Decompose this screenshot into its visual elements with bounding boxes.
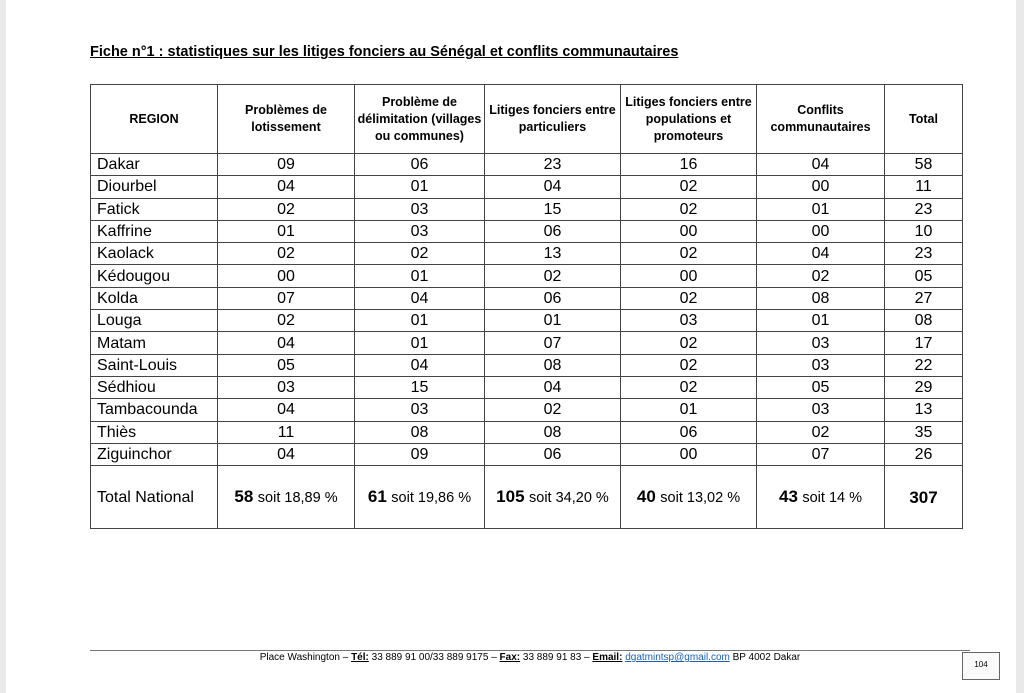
value-cell: 26 bbox=[885, 443, 963, 465]
value-cell: 08 bbox=[485, 421, 621, 443]
total-cell bbox=[621, 466, 757, 529]
value-cell: 06 bbox=[485, 443, 621, 465]
value-cell: 08 bbox=[485, 354, 621, 376]
region-cell: Diourbel bbox=[91, 176, 218, 198]
value-cell: 04 bbox=[218, 176, 355, 198]
total-cell bbox=[355, 466, 485, 529]
total-percent: soit 19,86 % bbox=[391, 489, 472, 506]
value-cell: 02 bbox=[757, 421, 885, 443]
value-cell: 03 bbox=[757, 332, 885, 354]
value-cell: 00 bbox=[218, 265, 355, 287]
value-cell: 11 bbox=[218, 421, 355, 443]
value-cell: 00 bbox=[757, 176, 885, 198]
value-cell: 29 bbox=[885, 376, 963, 398]
value-cell: 01 bbox=[485, 310, 621, 332]
value-cell: 02 bbox=[621, 354, 757, 376]
region-cell: Sédhiou bbox=[91, 376, 218, 398]
footer-tel: 33 889 91 00/33 889 9175 – bbox=[368, 652, 500, 663]
region-cell: Matam bbox=[91, 332, 218, 354]
value-cell: 04 bbox=[757, 243, 885, 265]
value-cell: 13 bbox=[485, 243, 621, 265]
value-cell: 02 bbox=[485, 399, 621, 421]
value-cell: 23 bbox=[885, 243, 963, 265]
region-cell: Kolda bbox=[91, 287, 218, 309]
region-cell: Louga bbox=[91, 310, 218, 332]
value-cell: 00 bbox=[757, 220, 885, 242]
value-cell: 01 bbox=[757, 198, 885, 220]
header-region: REGION bbox=[91, 85, 218, 154]
region-cell: Kaffrine bbox=[91, 220, 218, 242]
value-cell: 01 bbox=[757, 310, 885, 332]
value-cell: 03 bbox=[218, 376, 355, 398]
value-cell: 05 bbox=[885, 265, 963, 287]
header-promoteurs: Litiges fonciers entre populations et promoteurs bbox=[621, 85, 757, 154]
value-cell: 06 bbox=[355, 154, 485, 176]
value-cell: 02 bbox=[621, 243, 757, 265]
footer-address: Place Washington – bbox=[259, 652, 352, 663]
header-total: Total bbox=[885, 85, 963, 154]
total-cell bbox=[485, 466, 621, 529]
value-cell: 01 bbox=[355, 332, 485, 354]
value-cell: 02 bbox=[621, 176, 757, 198]
value-cell: 04 bbox=[757, 154, 885, 176]
table-row bbox=[91, 198, 963, 220]
value-cell: 01 bbox=[355, 310, 485, 332]
footer-tel-label: Tél: bbox=[351, 652, 369, 663]
table-row bbox=[91, 265, 963, 287]
value-cell: 01 bbox=[355, 265, 485, 287]
total-cell bbox=[757, 466, 885, 529]
total-percent: soit 18,89 % bbox=[257, 489, 338, 506]
table-row bbox=[91, 154, 963, 176]
value-cell: 03 bbox=[355, 399, 485, 421]
table-header-row bbox=[91, 85, 963, 154]
value-cell: 09 bbox=[355, 443, 485, 465]
table-body bbox=[91, 154, 963, 466]
header-lotissement: Problèmes de lotissement bbox=[218, 85, 355, 154]
value-cell: 00 bbox=[621, 443, 757, 465]
value-cell: 04 bbox=[485, 176, 621, 198]
table-row bbox=[91, 332, 963, 354]
value-cell: 06 bbox=[485, 287, 621, 309]
value-cell: 16 bbox=[621, 154, 757, 176]
value-cell: 08 bbox=[355, 421, 485, 443]
value-cell: 01 bbox=[218, 220, 355, 242]
document-title: Fiche n°1 : statistiques sur les litiges fonciers au Sénégal et conflits communautaires bbox=[90, 44, 679, 60]
table-row bbox=[91, 287, 963, 309]
value-cell: 04 bbox=[355, 287, 485, 309]
value-cell: 11 bbox=[885, 176, 963, 198]
value-cell: 03 bbox=[621, 310, 757, 332]
page-number: 104 bbox=[962, 652, 1000, 680]
value-cell: 08 bbox=[885, 310, 963, 332]
footer-email-label: Email: bbox=[592, 652, 623, 663]
value-cell: 02 bbox=[218, 243, 355, 265]
region-cell: Fatick bbox=[91, 198, 218, 220]
value-cell: 02 bbox=[218, 310, 355, 332]
value-cell: 17 bbox=[885, 332, 963, 354]
value-cell: 02 bbox=[621, 198, 757, 220]
value-cell: 10 bbox=[885, 220, 963, 242]
value-cell: 23 bbox=[885, 198, 963, 220]
total-cell bbox=[218, 466, 355, 529]
value-cell: 02 bbox=[621, 332, 757, 354]
value-cell: 06 bbox=[621, 421, 757, 443]
total-national-row bbox=[91, 466, 963, 529]
value-cell: 03 bbox=[757, 354, 885, 376]
value-cell: 03 bbox=[355, 198, 485, 220]
value-cell: 02 bbox=[757, 265, 885, 287]
document-page bbox=[6, 0, 1016, 693]
table-row bbox=[91, 243, 963, 265]
litiges-table bbox=[90, 84, 963, 529]
value-cell: 05 bbox=[218, 354, 355, 376]
value-cell: 04 bbox=[485, 376, 621, 398]
table-row bbox=[91, 310, 963, 332]
value-cell: 09 bbox=[218, 154, 355, 176]
value-cell: 07 bbox=[757, 443, 885, 465]
value-cell: 02 bbox=[218, 198, 355, 220]
value-cell: 02 bbox=[355, 243, 485, 265]
value-cell: 08 bbox=[757, 287, 885, 309]
region-cell: Ziguinchor bbox=[91, 443, 218, 465]
region-cell: Saint-Louis bbox=[91, 354, 218, 376]
header-delimitation: Problème de délimitation (villages ou communes) bbox=[355, 85, 485, 154]
value-cell: 35 bbox=[885, 421, 963, 443]
total-value: 105 bbox=[496, 486, 525, 506]
region-cell: Tambacounda bbox=[91, 399, 218, 421]
value-cell: 04 bbox=[218, 443, 355, 465]
region-cell: Dakar bbox=[91, 154, 218, 176]
value-cell: 07 bbox=[218, 287, 355, 309]
value-cell: 22 bbox=[885, 354, 963, 376]
value-cell: 03 bbox=[355, 220, 485, 242]
footer-fax-label: Fax: bbox=[499, 652, 521, 663]
value-cell: 58 bbox=[885, 154, 963, 176]
value-cell: 06 bbox=[485, 220, 621, 242]
header-conflits: Conflits communautaires bbox=[757, 85, 885, 154]
value-cell: 27 bbox=[885, 287, 963, 309]
region-cell: Kaolack bbox=[91, 243, 218, 265]
table-row bbox=[91, 176, 963, 198]
value-cell: 07 bbox=[485, 332, 621, 354]
value-cell: 04 bbox=[355, 354, 485, 376]
value-cell: 02 bbox=[485, 265, 621, 287]
value-cell: 03 bbox=[757, 399, 885, 421]
value-cell: 04 bbox=[218, 332, 355, 354]
value-cell: 01 bbox=[621, 399, 757, 421]
value-cell: 02 bbox=[621, 287, 757, 309]
total-value: 40 bbox=[636, 486, 656, 506]
value-cell: 00 bbox=[621, 220, 757, 242]
total-percent: soit 13,02 % bbox=[660, 489, 741, 506]
footer-divider bbox=[90, 650, 970, 651]
region-cell: Thiès bbox=[91, 421, 218, 443]
value-cell: 02 bbox=[621, 376, 757, 398]
total-value: 58 bbox=[234, 486, 254, 506]
total-percent: soit 34,20 % bbox=[529, 489, 609, 506]
value-cell: 01 bbox=[355, 176, 485, 198]
header-particuliers: Litiges fonciers entre particuliers bbox=[485, 85, 621, 154]
value-cell: 05 bbox=[757, 376, 885, 398]
value-cell: 04 bbox=[218, 399, 355, 421]
footer-bp: BP 4002 Dakar bbox=[729, 652, 801, 663]
total-label: Total National bbox=[91, 466, 218, 529]
page-footer bbox=[90, 652, 970, 663]
total-value: 43 bbox=[778, 486, 798, 506]
value-cell: 13 bbox=[885, 399, 963, 421]
value-cell: 15 bbox=[485, 198, 621, 220]
value-cell: 00 bbox=[621, 265, 757, 287]
value-cell: 23 bbox=[485, 154, 621, 176]
total-value: 61 bbox=[367, 486, 387, 506]
total-percent: soit 14 % bbox=[802, 489, 863, 506]
footer-fax: 33 889 91 83 – bbox=[520, 652, 593, 663]
grand-total: 307 bbox=[885, 466, 963, 529]
table-row bbox=[91, 354, 963, 376]
table-row bbox=[91, 376, 963, 398]
footer-email-link[interactable]: dgatmintsp@gmail.com bbox=[625, 652, 730, 663]
table-row bbox=[91, 399, 963, 421]
value-cell: 15 bbox=[355, 376, 485, 398]
table-row bbox=[91, 220, 963, 242]
table-row bbox=[91, 421, 963, 443]
table-row bbox=[91, 443, 963, 465]
region-cell: Kédougou bbox=[91, 265, 218, 287]
